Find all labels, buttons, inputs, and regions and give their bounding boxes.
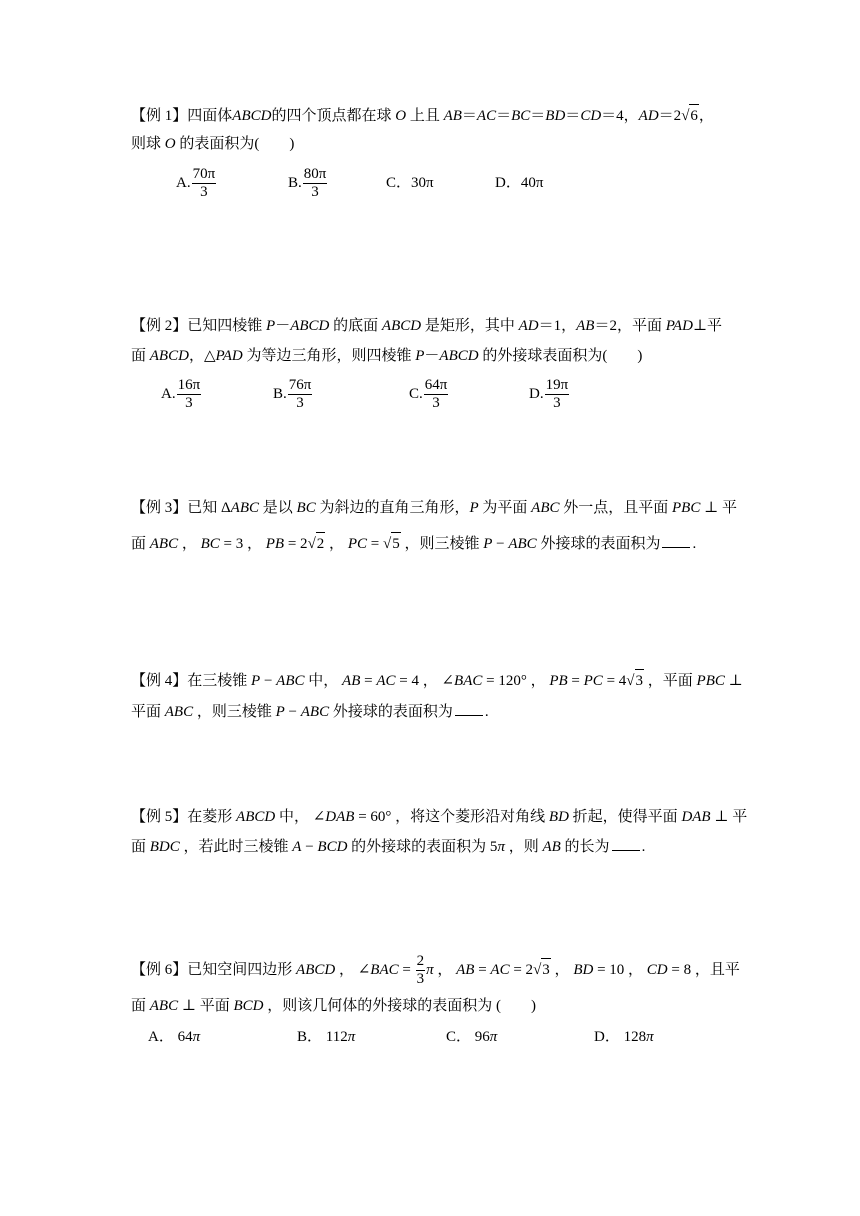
example-2-option-b: B. $\frac{76\pi}{3}$	[273, 377, 312, 411]
example-2-option-a: A. $\frac{16\pi}{3}$	[161, 377, 201, 411]
fraction-two-thirds: $\frac{2}{3}$	[416, 953, 425, 987]
example-1-option-b: B. $\frac{80\pi}{3}$	[288, 166, 327, 200]
example-4-line-2: 平面 ABC ，则三棱锥 P − ABC 外接球的表面积为 .	[131, 701, 489, 723]
example-4-line-1: 【例 4】在三棱锥 P − ABC 中， AB = AC = 4 ， ∠BAC = 120° ， PB = PC = 4√3 ，平面 PBC ⊥	[131, 669, 743, 692]
example-1-line-1: 【例 1】四面体ABCD的四个顶点都在球 O 上且 AB＝AC＝BC＝BD＝CD＝4，AD＝2√6，	[131, 104, 714, 127]
example-6-line-2: 面 ABC ⊥ 平面 BCD ，则该几何体的外接球的表面积为 ( )	[131, 998, 536, 1014]
example-5-tag: 【例 5】	[131, 809, 188, 825]
example-2-option-d: D. $\frac{19\pi}{3}$	[529, 377, 569, 411]
example-1-option-c: C．30π	[386, 175, 434, 191]
example-6-tag: 【例 6】	[131, 961, 188, 978]
example-6-option-b: B． 112π	[297, 1029, 356, 1045]
example-1-option-d: D．40π	[495, 175, 544, 191]
answer-blank	[612, 836, 640, 851]
example-6-option-d: D． 128π	[594, 1029, 654, 1045]
example-3-tag: 【例 3】	[131, 500, 188, 516]
example-2-line-1: 【例 2】已知四棱锥 P－ABCD 的底面 ABCD 是矩形，其中 AD＝1，AB＝2，平面 PAD⊥平	[131, 318, 723, 334]
example-4-tag: 【例 4】	[131, 673, 188, 689]
example-1-option-a: A. $\frac{70\pi}{3}$	[176, 166, 216, 200]
example-1-tag: 【例 1】	[131, 108, 188, 124]
example-5-line-2: 面 BDC ，若此时三棱锥 A − BCD 的外接球的表面积为 5π ，则 AB 的长为 .	[131, 836, 645, 858]
example-5-line-1: 【例 5】在菱形 ABCD 中， ∠DAB = 60° ，将这个菱形沿对角线 BD 折起，使得平面 DAB ⊥ 平	[131, 809, 748, 825]
example-3-line-2: 面 ABC ， BC = 3 ， PB = 2√2 ， PC = √5 ，则三棱锥 P − ABC 外接球的表面积为 .	[131, 532, 696, 555]
answer-blank	[455, 701, 483, 716]
answer-blank	[662, 533, 690, 548]
example-2-option-c: C. $\frac{64\pi}{3}$	[409, 377, 448, 411]
example-6-line-1: 【例 6】已知空间四边形 ABCD ， ∠BAC = $\frac{2}{3}$ π ， AB = AC = 2√3 ， BD = 10 ， CD = 8 ，且平	[131, 953, 740, 987]
example-3-line-1: 【例 3】已知 ΔABC 是以 BC 为斜边的直角三角形，P 为平面 ABC 外一点，且平面 PBC ⊥ 平	[131, 500, 737, 516]
example-1-line-2: 则球 O 的表面积为( )	[131, 136, 295, 152]
example-2-tag: 【例 2】	[131, 318, 188, 334]
example-6-option-a: A． 64π	[148, 1029, 201, 1045]
example-6-option-c: C． 96π	[446, 1029, 498, 1045]
example-2-line-2: 面 ABCD，△PAD 为等边三角形，则四棱锥 P－ABCD 的外接球表面积为( )	[131, 348, 643, 364]
